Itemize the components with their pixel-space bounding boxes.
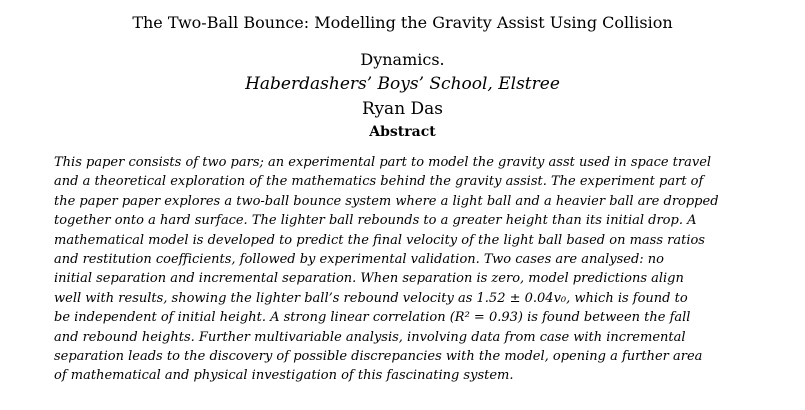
abstract-line: the paper paper explores a two-ball bounce system where a light ball and a heavier ball are dropped bbox=[54, 193, 719, 209]
abstract-line: of mathematical and physical investigation of this fascinating system. bbox=[54, 368, 514, 384]
paper-title-line-2: Dynamics. bbox=[360, 50, 445, 69]
abstract-line: and restitution coefficients, followed by experimental validation. Two cases are analysed: no bbox=[54, 252, 664, 268]
abstract-line: separation leads to the discovery of possible discrepancies with the model, opening a further area bbox=[54, 349, 703, 365]
author-affiliation: Haberdashers’ Boys’ School, Elstree bbox=[245, 74, 560, 94]
abstract-line: and rebound heights. Further multivariable analysis, involving data from case with incremental bbox=[54, 329, 686, 345]
abstract-line: initial separation and incremental separation. When separation is zero, model predictions align bbox=[54, 271, 684, 287]
paper-title bbox=[0, 4, 805, 78]
abstract-line: together onto a hard surface. The lighter ball rebounds to a greater height than its initial drop. A bbox=[54, 213, 697, 229]
author-name: Ryan Das bbox=[361, 99, 444, 119]
paper-title-line-1: The Two-Ball Bounce: Modelling the Gravity Assist Using Collision bbox=[132, 13, 673, 32]
abstract-line: well with results, showing the lighter ball’s rebound velocity as 1.52 ± 0.04v₀, which is found to bbox=[54, 290, 688, 306]
abstract-body bbox=[54, 153, 784, 386]
abstract-line: and a theoretical exploration of the mathematics behind the gravity assist. The experiment part of bbox=[54, 174, 704, 190]
abstract-heading: Abstract bbox=[369, 124, 436, 140]
abstract-line: be independent of initial height. A strong linear correlation (R² = 0.93) is found between the fall bbox=[54, 310, 691, 326]
abstract-line: mathematical model is developed to predict the final velocity of the light ball based on mass ratios bbox=[54, 232, 705, 248]
abstract-line: This paper consists of two pars; an experimental part to model the gravity asst used in space travel bbox=[54, 155, 712, 170]
